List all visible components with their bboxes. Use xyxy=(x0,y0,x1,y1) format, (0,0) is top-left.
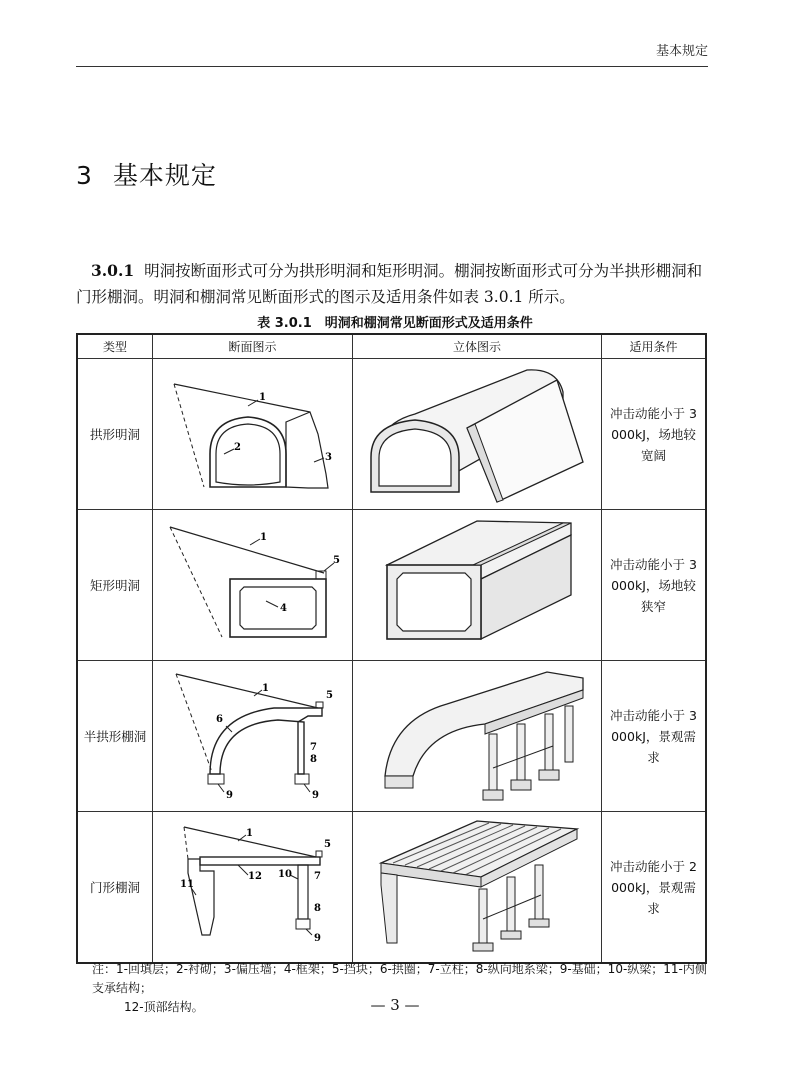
callout-label: 11 xyxy=(179,878,194,890)
section-diagram-half-arch xyxy=(153,661,353,812)
callout-label: 1 xyxy=(258,391,266,403)
section-diagram-arch xyxy=(153,359,353,510)
callout-label: 1 xyxy=(259,531,267,543)
section-diagram-rect xyxy=(153,510,353,661)
note-line-1: 注：1-回填层；2-衬砌；3-偏压墙；4-框架；5-挡块；6-拱圈；7-立柱；8-纵向地系梁；9-基础；10-纵梁；11-内侧支承结构； xyxy=(92,962,707,995)
clause-text: 明洞按断面形式可分为拱形明洞和矩形明洞。棚洞按断面形式可分为半拱形棚洞和门形棚洞。明洞和棚洞常见断面形式的图示及适用条件如表 3.0.1 所示。 xyxy=(76,262,703,306)
header-type: 类型 xyxy=(77,334,153,359)
section-forms-table xyxy=(76,333,707,964)
header-rule xyxy=(76,66,708,67)
chapter-heading xyxy=(76,156,217,192)
row-type: 门形棚洞 xyxy=(77,812,153,964)
row-condition: 冲击动能小于 3 000kJ，场地较狭窄 xyxy=(602,510,707,661)
arch-tunnel-section-drawing xyxy=(158,362,348,507)
callout-label: 9 xyxy=(313,932,321,944)
row-type: 半拱形棚洞 xyxy=(77,661,153,812)
table-row xyxy=(77,812,706,964)
table-header-row xyxy=(77,334,706,359)
note-line-2: 12-顶部结构。 xyxy=(124,1000,204,1014)
rect-tunnel-3d-drawing xyxy=(357,513,597,658)
clause-paragraph xyxy=(76,258,708,310)
table-row xyxy=(77,510,706,661)
header-3d-diagram: 立体图示 xyxy=(353,334,602,359)
row-type: 拱形明洞 xyxy=(77,359,153,510)
callout-label: 5 xyxy=(332,554,340,566)
row-type: 矩形明洞 xyxy=(77,510,153,661)
header-condition: 适用条件 xyxy=(602,334,707,359)
half-arch-shed-section-drawing xyxy=(158,664,348,809)
chapter-title: 基本规定 xyxy=(112,161,217,190)
row-condition: 冲击动能小于 2 000kJ，景观需求 xyxy=(602,812,707,964)
portal-shed-3d-drawing xyxy=(357,815,597,960)
arch-tunnel-3d-drawing xyxy=(357,362,597,507)
header-section-diagram: 断面图示 xyxy=(153,334,353,359)
table-row xyxy=(77,359,706,510)
page-number: — 3 — xyxy=(370,996,420,1014)
callout-label: 5 xyxy=(323,838,331,850)
callout-label: 12 xyxy=(247,870,262,882)
rect-tunnel-section-drawing xyxy=(158,513,348,658)
callout-label: 8 xyxy=(313,902,321,914)
row-condition: 冲击动能小于 3 000kJ，景观需求 xyxy=(602,661,707,812)
section-diagram-portal xyxy=(153,812,353,964)
callout-label: 4 xyxy=(279,602,287,614)
callout-label: 3 xyxy=(324,451,332,463)
callout-label: 10 xyxy=(277,868,292,880)
callout-label: 6 xyxy=(215,713,223,725)
chapter-number: 3 xyxy=(76,161,93,190)
callout-label: 2 xyxy=(233,441,241,453)
callout-label: 7 xyxy=(313,870,321,882)
running-header: 基本规定 xyxy=(655,44,708,59)
3d-diagram-half-arch xyxy=(353,661,602,812)
portal-shed-section-drawing xyxy=(158,815,348,960)
half-arch-shed-3d-drawing xyxy=(357,664,597,809)
callout-label: 8 xyxy=(309,753,317,765)
callout-label: 5 xyxy=(325,689,333,701)
callout-label: 7 xyxy=(309,741,317,753)
callout-label: 9 xyxy=(311,789,319,801)
3d-diagram-rect xyxy=(353,510,602,661)
callout-label: 1 xyxy=(261,682,269,694)
3d-diagram-arch xyxy=(353,359,602,510)
table-caption: 表 3.0.1 明洞和棚洞常见断面形式及适用条件 xyxy=(257,316,533,331)
3d-diagram-portal xyxy=(353,812,602,964)
row-condition: 冲击动能小于 3 000kJ，场地较宽阔 xyxy=(602,359,707,510)
callout-label: 1 xyxy=(245,827,253,839)
clause-number: 3.0.1 xyxy=(91,261,135,280)
callout-label: 9 xyxy=(225,789,233,801)
table-row xyxy=(77,661,706,812)
